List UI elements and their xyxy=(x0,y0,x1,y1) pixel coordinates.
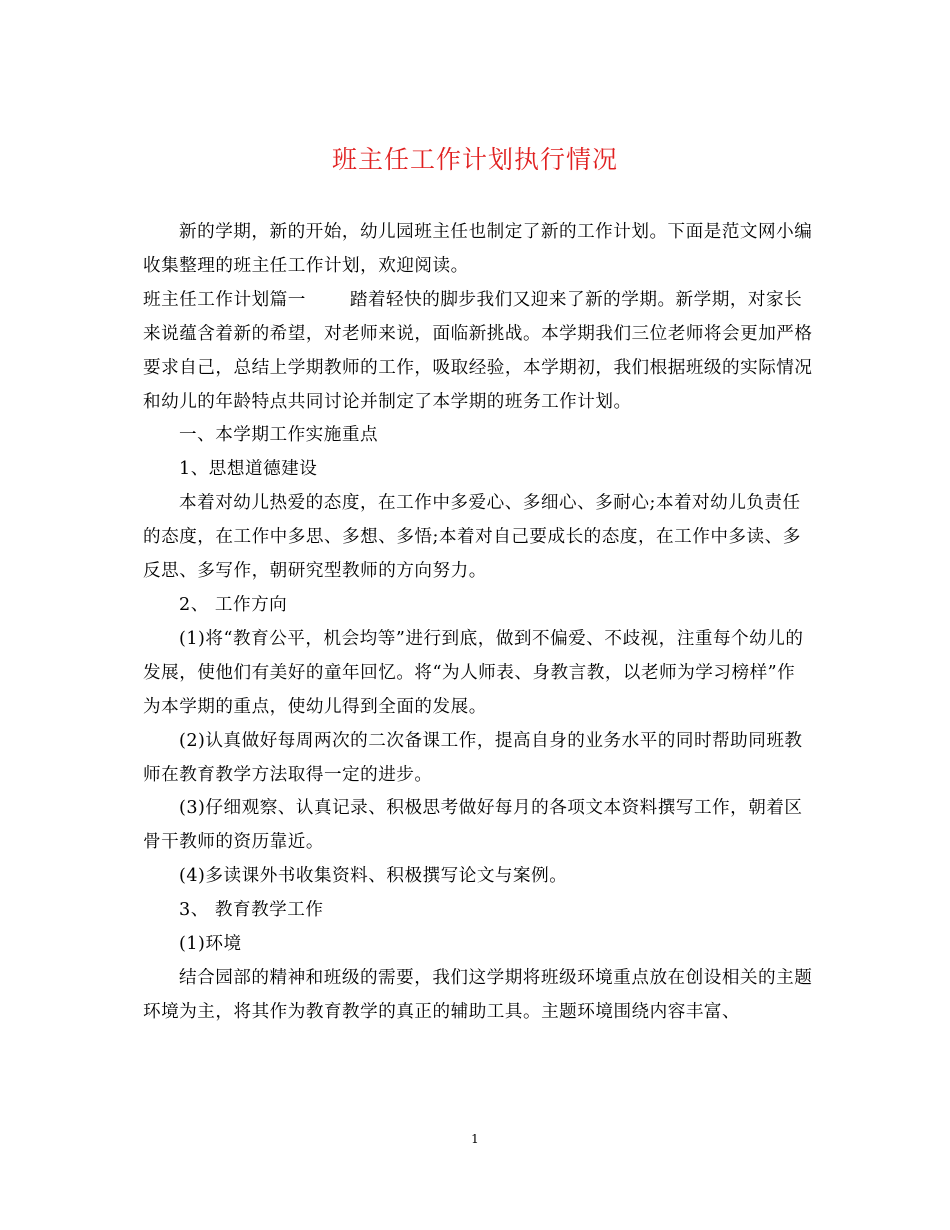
intro-paragraph: 新的学期，新的开始，幼儿园班主任也制定了新的工作计划。下面是范文网小编收集整理的班主任工作计划，欢迎阅读。 xyxy=(143,222,813,276)
paragraph-moral: 本着对幼儿热爱的态度，在工作中多爱心、多细心、多耐心;本着对幼儿负责任的态度，在工作中多思、多想、多悟;本着对自己要成长的态度，在工作中多读、多反思、多写作，朝研究型教师的方向努力。 xyxy=(143,493,801,582)
heading-1-1: 1、思想道德建设 xyxy=(179,459,318,480)
heading-1: 一、本学期工作实施重点 xyxy=(179,425,379,446)
section-paragraph xyxy=(143,284,813,420)
page-number: 1 xyxy=(471,1132,479,1146)
document-title: 班主任工作计划执行情况 xyxy=(331,145,618,174)
list-item-4: (4)多读课外书收集资料、积极撰写论文与案例。 xyxy=(179,866,568,887)
heading-1-2: 2、 工作方向 xyxy=(179,594,288,615)
list-item-2: (2)认真做好每周两次的二次备课工作，提高自身的业务水平的同时帮助同班教师在教育教学方法取得一定的进步。 xyxy=(143,730,803,785)
section-text: 踏着轻快的脚步我们又迎来了新的学期。新学期，对家长来说蕴含着新的希望，对老师来说，面临新挑战。本学期我们三位老师将会更加严格要求自己，总结上学期教师的工作，吸取经验，本学期初，我们根据班级的实际情况和幼儿的年龄特点共同讨论并制定了本学期的班务工作计划。 xyxy=(143,289,813,412)
sub-heading-environment: (1)环境 xyxy=(179,934,242,955)
list-item-3: (3)仔细观察、认真记录、积极思考做好每月的各项文本资料撰写工作，朝着区骨干教师的资历靠近。 xyxy=(143,798,803,853)
document-body xyxy=(143,216,813,1030)
heading-1-3: 3、 教育教学工作 xyxy=(179,900,324,921)
list-item-1: (1)将“教育公平，机会均等”进行到底，做到不偏爱、不歧视，注重每个幼儿的发展，使他们有美好的童年回忆。将“为人师表、身教言教，以老师为学习榜样”作为本学期的重点，使幼儿得到全面的发展。 xyxy=(143,628,804,717)
section-label: 班主任工作计划篇一 xyxy=(143,289,306,310)
paragraph-environment: 结合园部的精神和班级的需要，我们这学期将班级环境重点放在创设相关的主题环境为主，将其作为教育教学的真正的辅助工具。主题环境围绕内容丰富、 xyxy=(143,967,813,1022)
